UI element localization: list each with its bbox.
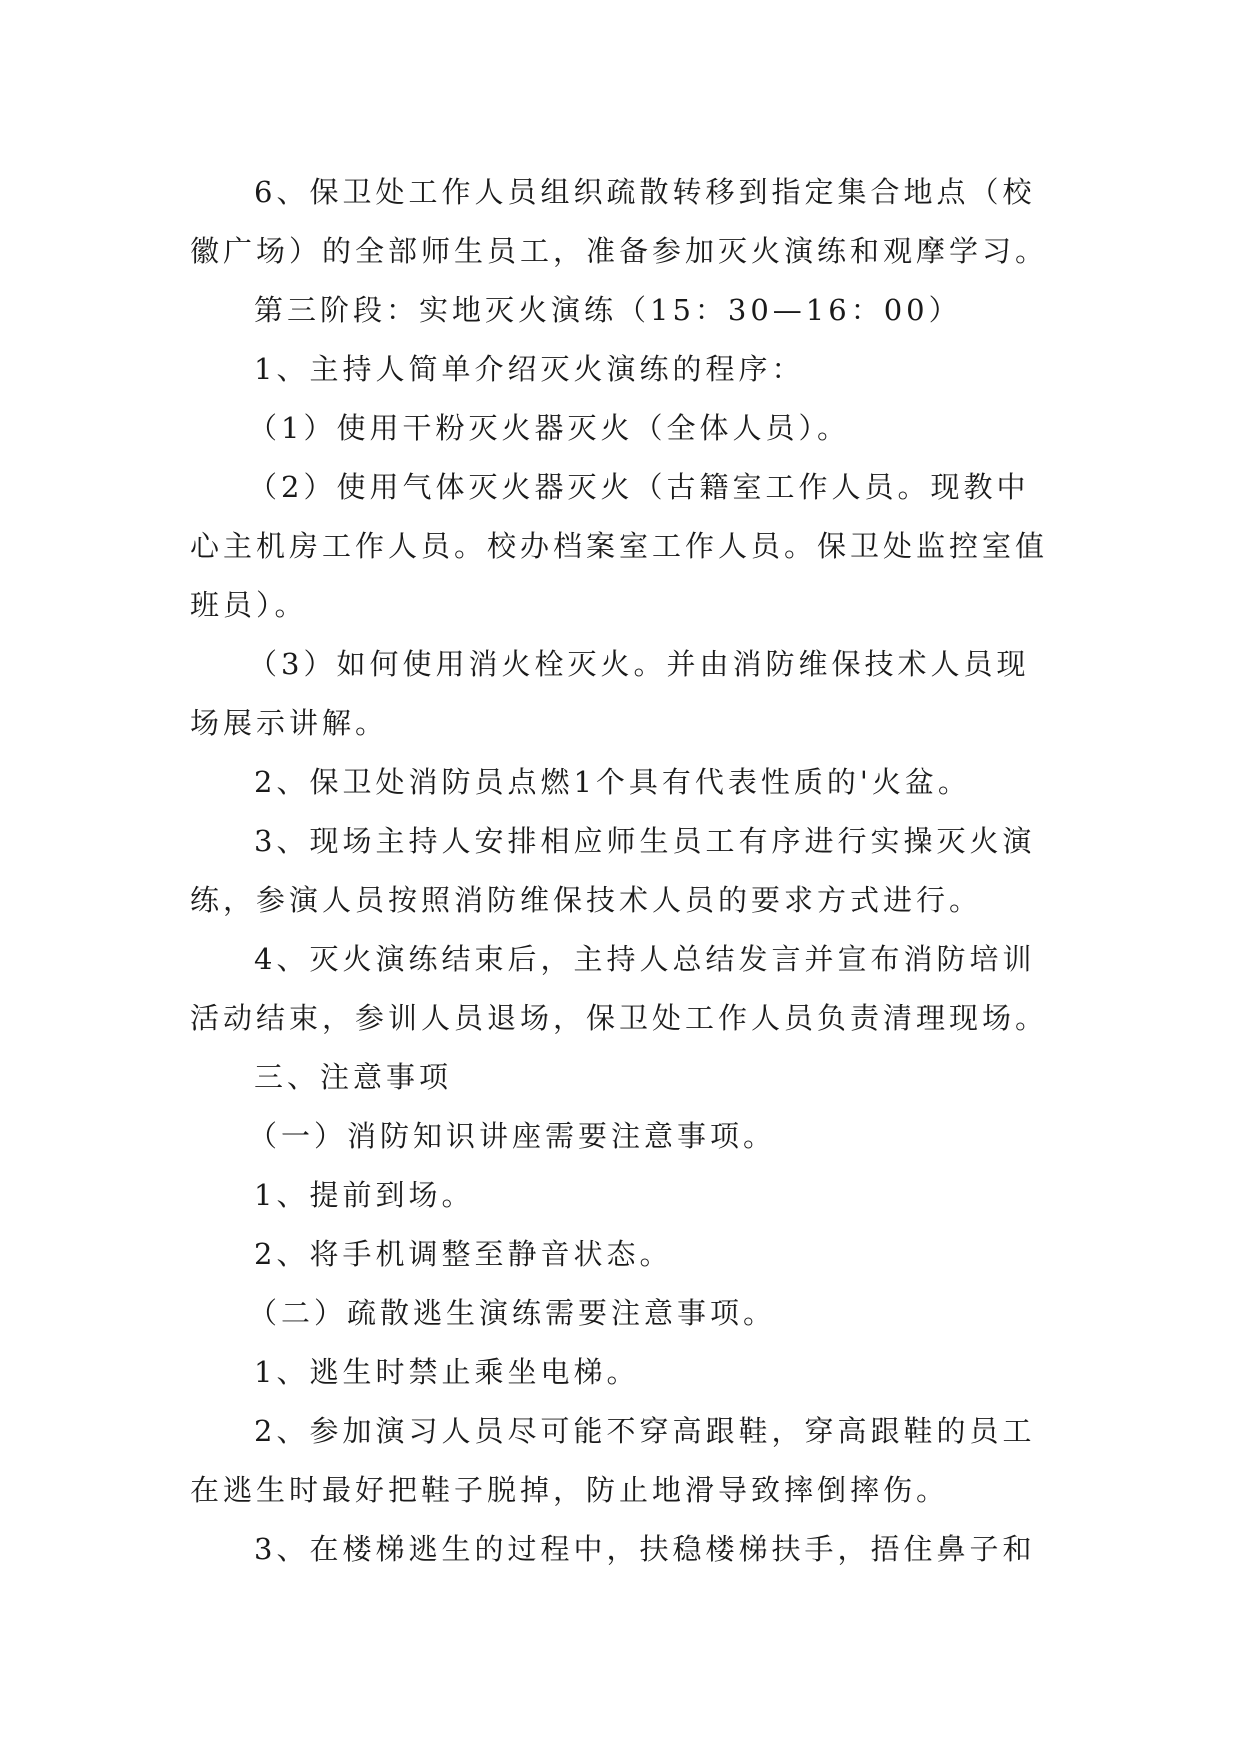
document-body — [190, 163, 1060, 1579]
paragraph-lecture-precautions: （一）消防知识讲座需要注意事项。 — [248, 1119, 777, 1153]
paragraph-no-elevator: 1、逃生时禁止乘坐电梯。 — [254, 1355, 640, 1389]
paragraph-fire-hydrant: （3）如何使用消火栓灭火。并由消防维保技术人员现场展示讲解。 — [190, 647, 1030, 740]
paragraph-stair-handrail: 3、在楼梯逃生的过程中，扶稳楼梯扶手，捂住鼻子和 — [254, 1532, 1036, 1566]
paragraph-stage-three-heading: 第三阶段：实地灭火演练（15：30—16：00） — [254, 293, 962, 327]
paragraph-evacuation-precautions: （二）疏散逃生演练需要注意事项。 — [248, 1296, 777, 1330]
paragraph-evacuation-transfer: 6、保卫处工作人员组织疏散转移到指定集合地点（校徽广场）的全部师生员工，准备参加灭火演练和观摩学习。 — [190, 175, 1049, 268]
paragraph-host-introduction: 1、主持人简单介绍灭火演练的程序： — [254, 352, 805, 386]
paragraph-gas-extinguisher: （2）使用气体灭火器灭火（古籍室工作人员。现教中心主机房工作人员。校办档案室工作人员。保卫处监控室值班员）。 — [190, 470, 1049, 622]
paragraph-precautions-heading: 三、注意事项 — [254, 1060, 453, 1094]
paragraph-arrive-early: 1、提前到场。 — [254, 1178, 475, 1212]
paragraph-no-high-heels: 2、参加演习人员尽可能不穿高跟鞋，穿高跟鞋的员工在逃生时最好把鞋子脱掉，防止地滑导致摔倒摔伤。 — [190, 1414, 1036, 1507]
paragraph-drill-conclusion: 4、灭火演练结束后，主持人总结发言并宣布消防培训活动结束，参训人员退场，保卫处工作人员负责清理现场。 — [190, 942, 1049, 1035]
paragraph-light-fire-basin: 2、保卫处消防员点燃1个具有代表性质的'火盆。 — [254, 765, 971, 799]
paragraph-hands-on-drill: 3、现场主持人安排相应师生员工有序进行实操灭火演练，参演人员按照消防维保技术人员的要求方式进行。 — [190, 824, 1036, 917]
paragraph-dry-powder: （1）使用干粉灭火器灭火（全体人员）。 — [248, 411, 850, 445]
paragraph-silent-phone: 2、将手机调整至静音状态。 — [254, 1237, 673, 1271]
